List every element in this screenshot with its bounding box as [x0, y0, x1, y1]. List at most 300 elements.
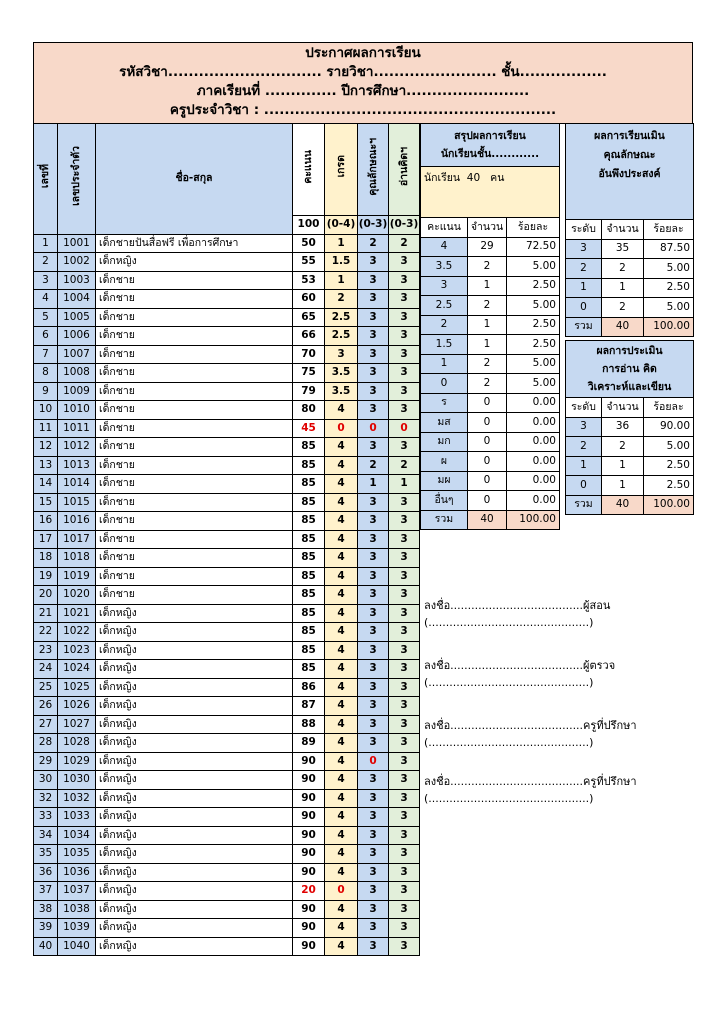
row-char: 3 [358, 789, 389, 808]
row-no: 4 [34, 290, 58, 309]
row-name: เด็กชาย [96, 364, 293, 383]
signature-name: (..............................................) [424, 736, 594, 749]
row-id: 1033 [58, 808, 96, 827]
row-no: 14 [34, 475, 58, 494]
summary-title: สรุปผลการเรียน [454, 130, 526, 142]
col-grade-header: เกรด [325, 124, 358, 216]
row-no: 40 [34, 937, 58, 956]
table-row [34, 271, 420, 290]
summary-col-header [421, 218, 560, 238]
summary-cell-k: มผ [421, 471, 468, 491]
score-max: 100 [293, 216, 325, 235]
row-no: 34 [34, 826, 58, 845]
row-name: เด็กชาย [96, 438, 293, 457]
summary-cell-p: 0.00 [507, 432, 560, 452]
row-read: 2 [389, 234, 420, 253]
row-read: 3 [389, 937, 420, 956]
table-row [34, 327, 420, 346]
row-score: 60 [293, 290, 325, 309]
summary-total-n: 40 [468, 510, 507, 530]
list-item [566, 278, 694, 298]
row-score: 85 [293, 660, 325, 679]
row-no: 28 [34, 734, 58, 753]
list-item [421, 471, 560, 491]
row-name: เด็กชาย [96, 290, 293, 309]
reading-cell-k: 2 [566, 437, 602, 457]
reading-total-p: 100.00 [644, 495, 694, 515]
grade-table [33, 123, 420, 956]
row-char: 3 [358, 530, 389, 549]
table-row [34, 715, 420, 734]
table-row [34, 789, 420, 808]
list-item [566, 298, 694, 318]
row-name: เด็กหญิง [96, 789, 293, 808]
character-total-p: 100.00 [644, 317, 694, 337]
row-read: 3 [389, 290, 420, 309]
row-read: 3 [389, 826, 420, 845]
row-score: 85 [293, 586, 325, 605]
table-row [34, 697, 420, 716]
table-row [34, 549, 420, 568]
row-grade: 4 [325, 937, 358, 956]
list-item [421, 432, 560, 452]
reading-col-level: ระดับ [566, 398, 602, 418]
row-no: 16 [34, 512, 58, 531]
row-grade: 4 [325, 697, 358, 716]
row-grade: 4 [325, 401, 358, 420]
character-col-count: จำนวน [602, 220, 644, 240]
table-row [34, 345, 420, 364]
row-name: เด็กชาย [96, 530, 293, 549]
reading-title-row [566, 341, 694, 398]
summary-cell-p: 2.50 [507, 335, 560, 355]
row-id: 1029 [58, 752, 96, 771]
row-name: เด็กชาย [96, 549, 293, 568]
row-name: เด็กชาย [96, 271, 293, 290]
reading-title1: ผลการประเมิน [596, 345, 663, 357]
summary-cell-n: 29 [468, 237, 507, 257]
row-read: 3 [389, 715, 420, 734]
row-read: 3 [389, 863, 420, 882]
row-grade: 2 [325, 290, 358, 309]
character-cell-n: 2 [602, 298, 644, 318]
summary-cell-k: 4 [421, 237, 468, 257]
summary-total-p: 100.00 [507, 510, 560, 530]
row-name: เด็กหญิง [96, 937, 293, 956]
row-char: 3 [358, 327, 389, 346]
table-row [34, 401, 420, 420]
reading-cell-p: 5.00 [644, 437, 694, 457]
list-item [421, 296, 560, 316]
row-no: 9 [34, 382, 58, 401]
summary-col-score: คะแนน [421, 218, 468, 238]
summary-cell-p: 0.00 [507, 452, 560, 472]
list-item [421, 491, 560, 511]
students-label: นักเรียน [424, 172, 461, 184]
table-row [34, 623, 420, 642]
row-score: 90 [293, 826, 325, 845]
row-score: 90 [293, 789, 325, 808]
list-item [566, 437, 694, 457]
row-char: 3 [358, 290, 389, 309]
row-id: 1040 [58, 937, 96, 956]
row-char: 3 [358, 623, 389, 642]
row-id: 1034 [58, 826, 96, 845]
row-grade: 4 [325, 567, 358, 586]
row-score: 90 [293, 919, 325, 938]
char-range: (0-3) [358, 216, 389, 235]
character-cell-k: 2 [566, 259, 602, 279]
character-col-header [566, 220, 694, 240]
list-item [421, 257, 560, 277]
row-read: 3 [389, 327, 420, 346]
row-read: 3 [389, 752, 420, 771]
row-read: 3 [389, 345, 420, 364]
row-read: 3 [389, 678, 420, 697]
row-score: 85 [293, 512, 325, 531]
summary-cell-p: 5.00 [507, 354, 560, 374]
row-name: เด็กหญิง [96, 641, 293, 660]
row-score: 90 [293, 845, 325, 864]
list-item [566, 239, 694, 259]
character-cell-p: 5.00 [644, 259, 694, 279]
row-char: 3 [358, 900, 389, 919]
row-no: 35 [34, 845, 58, 864]
row-read: 3 [389, 493, 420, 512]
row-read: 3 [389, 900, 420, 919]
row-char: 3 [358, 678, 389, 697]
row-score: 89 [293, 734, 325, 753]
row-id: 1030 [58, 771, 96, 790]
reading-cell-k: 0 [566, 476, 602, 496]
character-col-level: ระดับ [566, 220, 602, 240]
summary-cell-k: 3 [421, 276, 468, 296]
row-char: 2 [358, 234, 389, 253]
row-no: 6 [34, 327, 58, 346]
row-name: เด็กชายปันสื่อฟรี เพื่อการศึกษา [96, 234, 293, 253]
character-cell-k: 3 [566, 239, 602, 259]
row-char: 1 [358, 475, 389, 494]
row-read: 3 [389, 641, 420, 660]
row-grade: 4 [325, 549, 358, 568]
row-no: 19 [34, 567, 58, 586]
row-grade: 4 [325, 808, 358, 827]
row-grade: 4 [325, 752, 358, 771]
table-row [34, 734, 420, 753]
row-no: 12 [34, 438, 58, 457]
character-total-label: รวม [566, 317, 602, 337]
list-item [566, 259, 694, 279]
row-id: 1013 [58, 456, 96, 475]
row-name: เด็กหญิง [96, 623, 293, 642]
character-cell-n: 35 [602, 239, 644, 259]
row-name: เด็กหญิง [96, 697, 293, 716]
row-id: 1022 [58, 623, 96, 642]
table-row [34, 678, 420, 697]
row-char: 3 [358, 549, 389, 568]
summary-cell-p: 72.50 [507, 237, 560, 257]
reading-cell-p: 90.00 [644, 417, 694, 437]
row-id: 1016 [58, 512, 96, 531]
row-name: เด็กหญิง [96, 900, 293, 919]
summary-cell-n: 2 [468, 354, 507, 374]
summary-cell-k: มส [421, 413, 468, 433]
list-item [566, 476, 694, 496]
table-row [34, 882, 420, 901]
row-grade: 2.5 [325, 308, 358, 327]
row-id: 1003 [58, 271, 96, 290]
summary-cell-k: 1 [421, 354, 468, 374]
row-score: 90 [293, 752, 325, 771]
grade-summary-table [420, 123, 560, 530]
summary-cell-n: 2 [468, 257, 507, 277]
list-item [421, 393, 560, 413]
row-grade: 4 [325, 438, 358, 457]
character-col-pct: ร้อยละ [644, 220, 694, 240]
table-row [34, 308, 420, 327]
row-char: 3 [358, 715, 389, 734]
row-char: 3 [358, 345, 389, 364]
table-row [34, 771, 420, 790]
row-read: 3 [389, 919, 420, 938]
row-name: เด็กหญิง [96, 919, 293, 938]
row-char: 3 [358, 863, 389, 882]
row-id: 1019 [58, 567, 96, 586]
row-id: 1036 [58, 863, 96, 882]
row-char: 3 [358, 808, 389, 827]
list-item [421, 276, 560, 296]
row-no: 23 [34, 641, 58, 660]
row-char: 3 [358, 401, 389, 420]
reading-total-n: 40 [602, 495, 644, 515]
row-name: เด็กหญิง [96, 660, 293, 679]
row-id: 1012 [58, 438, 96, 457]
row-id: 1011 [58, 419, 96, 438]
row-char: 3 [358, 604, 389, 623]
row-no: 39 [34, 919, 58, 938]
character-cell-p: 5.00 [644, 298, 694, 318]
col-score-header: คะแนน [293, 124, 325, 216]
row-name: เด็กชาย [96, 308, 293, 327]
row-grade: 4 [325, 863, 358, 882]
row-grade: 4 [325, 641, 358, 660]
row-no: 38 [34, 900, 58, 919]
table-row [34, 604, 420, 623]
row-char: 3 [358, 937, 389, 956]
row-no: 15 [34, 493, 58, 512]
list-item [421, 413, 560, 433]
table-row [34, 937, 420, 956]
row-score: 87 [293, 697, 325, 716]
row-no: 36 [34, 863, 58, 882]
row-char: 3 [358, 567, 389, 586]
table-row [34, 290, 420, 309]
summary-cell-p: 0.00 [507, 491, 560, 511]
row-id: 1039 [58, 919, 96, 938]
table-row [34, 752, 420, 771]
row-name: เด็กชาย [96, 493, 293, 512]
row-grade: 3 [325, 345, 358, 364]
row-grade: 4 [325, 604, 358, 623]
row-name: เด็กชาย [96, 327, 293, 346]
row-name: เด็กชาย [96, 586, 293, 605]
summary-cell-k: 2 [421, 315, 468, 335]
row-score: 55 [293, 253, 325, 272]
col-id-header: เลขประจำตัว [58, 124, 96, 235]
row-char: 3 [358, 253, 389, 272]
row-id: 1008 [58, 364, 96, 383]
summary-students-row [421, 167, 560, 218]
grade-table-header [34, 124, 420, 216]
row-grade: 4 [325, 456, 358, 475]
row-score: 86 [293, 678, 325, 697]
row-score: 90 [293, 808, 325, 827]
col-no-header: เลขที่ [34, 124, 58, 235]
row-grade: 4 [325, 771, 358, 790]
row-no: 8 [34, 364, 58, 383]
report-header [33, 42, 693, 124]
students-count: 40 [466, 172, 481, 184]
character-cell-p: 2.50 [644, 278, 694, 298]
row-score: 53 [293, 271, 325, 290]
signature-name: (..............................................) [424, 616, 594, 629]
row-no: 21 [34, 604, 58, 623]
reading-cell-n: 1 [602, 476, 644, 496]
summary-total-row [421, 510, 560, 530]
row-char: 3 [358, 660, 389, 679]
row-no: 22 [34, 623, 58, 642]
table-row [34, 845, 420, 864]
row-name: เด็กชาย [96, 512, 293, 531]
row-name: เด็กชาย [96, 567, 293, 586]
list-item [421, 354, 560, 374]
signature-line: ลงชื่อ......................................ผู้ตรวจ [424, 659, 616, 672]
row-name: เด็กชาย [96, 382, 293, 401]
row-grade: 4 [325, 919, 358, 938]
row-name: เด็กหญิง [96, 752, 293, 771]
character-title3: อันพึงประสงค์ [598, 168, 661, 180]
reading-cell-k: 1 [566, 456, 602, 476]
row-id: 1021 [58, 604, 96, 623]
row-name: เด็กชาย [96, 419, 293, 438]
row-grade: 0 [325, 419, 358, 438]
table-row [34, 826, 420, 845]
table-row [34, 863, 420, 882]
reading-cell-p: 2.50 [644, 456, 694, 476]
row-grade: 4 [325, 734, 358, 753]
row-id: 1004 [58, 290, 96, 309]
row-id: 1027 [58, 715, 96, 734]
summary-cell-n: 1 [468, 276, 507, 296]
row-id: 1028 [58, 734, 96, 753]
row-no: 7 [34, 345, 58, 364]
row-score: 90 [293, 863, 325, 882]
row-char: 2 [358, 456, 389, 475]
table-row [34, 475, 420, 494]
row-read: 1 [389, 475, 420, 494]
reading-col-header [566, 398, 694, 418]
row-id: 1006 [58, 327, 96, 346]
summary-cell-p: 2.50 [507, 315, 560, 335]
summary-cell-n: 0 [468, 471, 507, 491]
row-name: เด็กหญิง [96, 808, 293, 827]
row-read: 3 [389, 438, 420, 457]
summary-cell-p: 0.00 [507, 393, 560, 413]
table-row [34, 438, 420, 457]
summary-cell-n: 2 [468, 374, 507, 394]
summary-cell-n: 2 [468, 296, 507, 316]
reading-col-pct: ร้อยละ [644, 398, 694, 418]
character-cell-p: 87.50 [644, 239, 694, 259]
summary-cell-k: ผ [421, 452, 468, 472]
row-read: 3 [389, 771, 420, 790]
row-read: 3 [389, 401, 420, 420]
row-char: 3 [358, 697, 389, 716]
row-score: 79 [293, 382, 325, 401]
row-name: เด็กหญิง [96, 771, 293, 790]
row-read: 3 [389, 660, 420, 679]
row-name: เด็กชาย [96, 401, 293, 420]
report-title: ประกาศผลการเรียน [305, 45, 421, 61]
row-id: 1017 [58, 530, 96, 549]
summary-cell-n: 0 [468, 452, 507, 472]
summary-cell-n: 0 [468, 491, 507, 511]
row-read: 3 [389, 512, 420, 531]
row-no: 17 [34, 530, 58, 549]
row-id: 1009 [58, 382, 96, 401]
row-score: 85 [293, 549, 325, 568]
list-item [421, 452, 560, 472]
row-no: 10 [34, 401, 58, 420]
row-score: 70 [293, 345, 325, 364]
row-name: เด็กหญิง [96, 845, 293, 864]
row-no: 30 [34, 771, 58, 790]
grade-range: (0-4) [325, 216, 358, 235]
row-read: 3 [389, 604, 420, 623]
row-char: 3 [358, 734, 389, 753]
row-id: 1015 [58, 493, 96, 512]
summary-cell-p: 0.00 [507, 413, 560, 433]
row-score: 85 [293, 493, 325, 512]
character-cell-n: 2 [602, 259, 644, 279]
character-title2: คุณลักษณะ [603, 149, 656, 161]
row-read: 3 [389, 253, 420, 272]
row-id: 1007 [58, 345, 96, 364]
row-no: 2 [34, 253, 58, 272]
row-char: 0 [358, 752, 389, 771]
row-no: 5 [34, 308, 58, 327]
reading-cell-n: 1 [602, 456, 644, 476]
row-char: 3 [358, 641, 389, 660]
list-item [421, 335, 560, 355]
table-row [34, 567, 420, 586]
row-char: 3 [358, 364, 389, 383]
row-grade: 4 [325, 715, 358, 734]
summary-cell-k: 3.5 [421, 257, 468, 277]
list-item [421, 374, 560, 394]
row-grade: 4 [325, 623, 358, 642]
row-grade: 3.5 [325, 364, 358, 383]
reading-total-row [566, 495, 694, 515]
summary-title-row [421, 124, 560, 167]
row-name: เด็กหญิง [96, 253, 293, 272]
row-no: 32 [34, 789, 58, 808]
row-no: 29 [34, 752, 58, 771]
table-row [34, 512, 420, 531]
summary-cell-n: 0 [468, 413, 507, 433]
row-score: 85 [293, 456, 325, 475]
table-row [34, 364, 420, 383]
